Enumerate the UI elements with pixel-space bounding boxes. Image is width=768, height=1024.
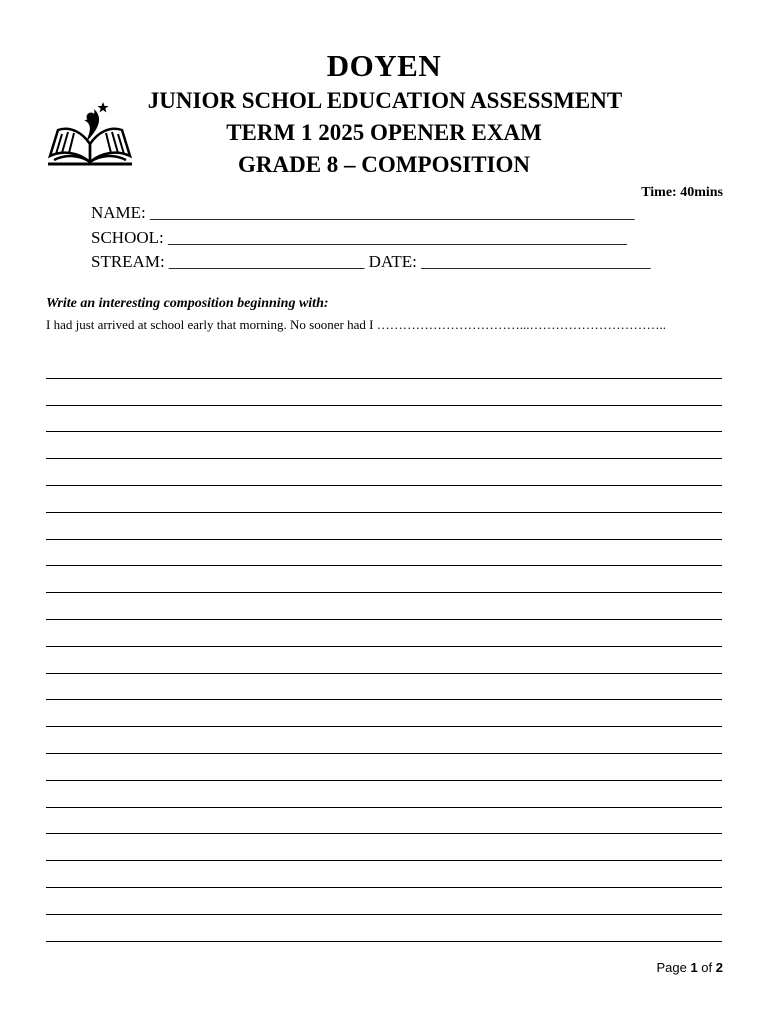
stream-date-field[interactable]: STREAM: _______________________ DATE: ___________________________ [91,252,651,271]
school-name: DOYEN [326,48,442,83]
exam-title: TERM 1 2025 OPENER EXAM [226,120,542,145]
name-field[interactable]: NAME: _________________________________________________________ [91,203,635,222]
answer-line[interactable] [46,700,722,727]
answer-line[interactable] [46,486,722,513]
answer-line[interactable] [46,620,722,647]
answer-line[interactable] [46,379,722,406]
answer-line[interactable] [46,888,722,915]
answer-line[interactable] [46,754,722,781]
composition-prompt: I had just arrived at school early that morning. No sooner had I ……………………………...………………………….. [46,317,666,332]
answer-line[interactable] [46,834,722,861]
answer-line[interactable] [46,647,722,674]
page-word: Page [656,960,687,975]
assessment-title: JUNIOR SCHOL EDUCATION ASSESSMENT [147,88,623,113]
answer-line[interactable] [46,593,722,620]
answer-line[interactable] [46,432,722,459]
answer-line[interactable] [46,566,722,593]
time-allowed: Time: 40mins [641,185,723,200]
answer-line[interactable] [46,540,722,567]
answer-line[interactable] [46,808,722,835]
subject-title: GRADE 8 – COMPOSITION [238,152,530,177]
answer-line[interactable] [46,915,722,942]
composition-instruction: Write an interesting composition beginning with: [46,296,329,311]
answer-lines[interactable] [46,352,722,942]
answer-line[interactable] [46,727,722,754]
answer-line[interactable] [46,406,722,433]
answer-line[interactable] [46,459,722,486]
page-number [656,960,723,975]
answer-line[interactable] [46,861,722,888]
of-word: of [701,960,713,975]
page-total: 2 [715,960,723,975]
answer-line[interactable] [46,513,722,540]
answer-line[interactable] [46,352,722,379]
page-current: 1 [690,960,698,975]
answer-line[interactable] [46,781,722,808]
school-field[interactable]: SCHOOL: ______________________________________________________ [91,228,627,247]
answer-line[interactable] [46,674,722,701]
